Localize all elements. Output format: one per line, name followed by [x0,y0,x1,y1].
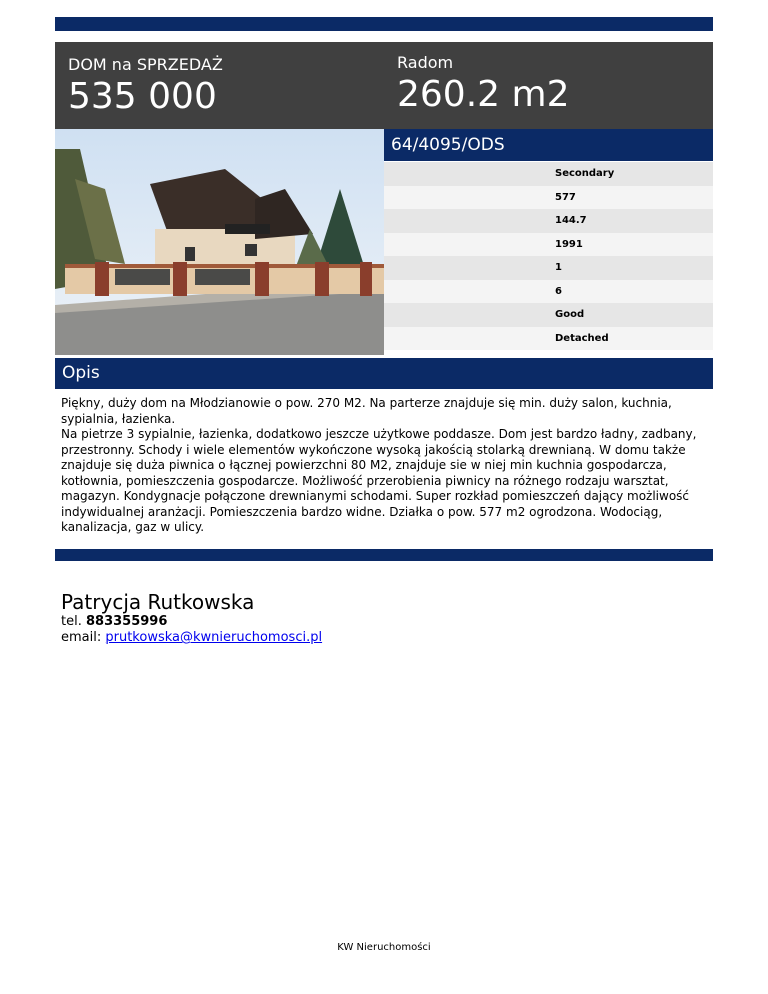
header-left [68,55,223,117]
param-condition: Good [384,303,713,327]
listing-price: 535 000 [68,76,217,117]
property-photo [55,129,384,355]
agent-email-line [61,630,322,646]
header-right [397,53,569,115]
listing-area: 260.2 m2 [397,74,570,115]
agent-name: Patrycja Rutkowska [61,590,255,614]
listing-city: Radom [397,53,454,72]
param-rooms: 6 [384,280,713,304]
param-plot-area: 577 [384,186,713,210]
footer-company: KW Nieruchomości [337,942,431,953]
description-title: Opis [55,358,713,389]
param-building-type: Detached [384,327,713,351]
description-paragraph: Na pietrze 3 sypialnie, łazienka, dodatkowo jeszcze użytkowe poddasze. Dom jest bardzo ładny, zadbany, przestronny. Schody i wiele elementów wykończone wysoką jakością stolarką drewnianą. W domu także znajduje się duża piwnica o łącznej powierzchni 80 M2, znajduje sie w niej min kuchnia gospodarcza, kotłownia, pomieszczenia gospodarcze. Możliwość przerobienia piwnicy na różnego rodzaju warsztat, magazyn. Kondygnacje połączone drewnianymi schodami. Super rozkład pomieszczeń dający możliwość indywidualnej aranżacji. Pomieszczenia bardzo widne. Działka o pow. 577 m2 ogrodzona. Wodociąg, kanalizacja, gaz w ulicy. [61,427,697,534]
email-label: email: [61,630,102,645]
divider-bar [55,549,713,561]
top-bar [55,17,713,31]
params-table [384,162,713,350]
phone-label: tel. [61,614,82,629]
param-floors: 1 [384,256,713,280]
reference-number: 64/4095/ODS [384,129,713,161]
agent-email-link[interactable]: prutkowska@kwnieruchomosci.pl [105,630,323,645]
param-usable-area: 144.7 [384,209,713,233]
param-year-built: 1991 [384,233,713,257]
agent-phone[interactable]: 883355996 [85,614,168,629]
param-market: Secondary [384,162,713,186]
agent-phone-line [61,614,322,630]
agent-contact [61,590,322,646]
description-text [61,396,711,536]
description-paragraph: Piękny, duży dom na Młodzianowie o pow. 270 M2. Na parterze znajduje się min. duży salon, kuchnia, sypialnia, łazienka. [61,396,672,426]
listing-type: DOM na SPRZEDAŻ [68,55,223,74]
listing-header [55,42,713,129]
